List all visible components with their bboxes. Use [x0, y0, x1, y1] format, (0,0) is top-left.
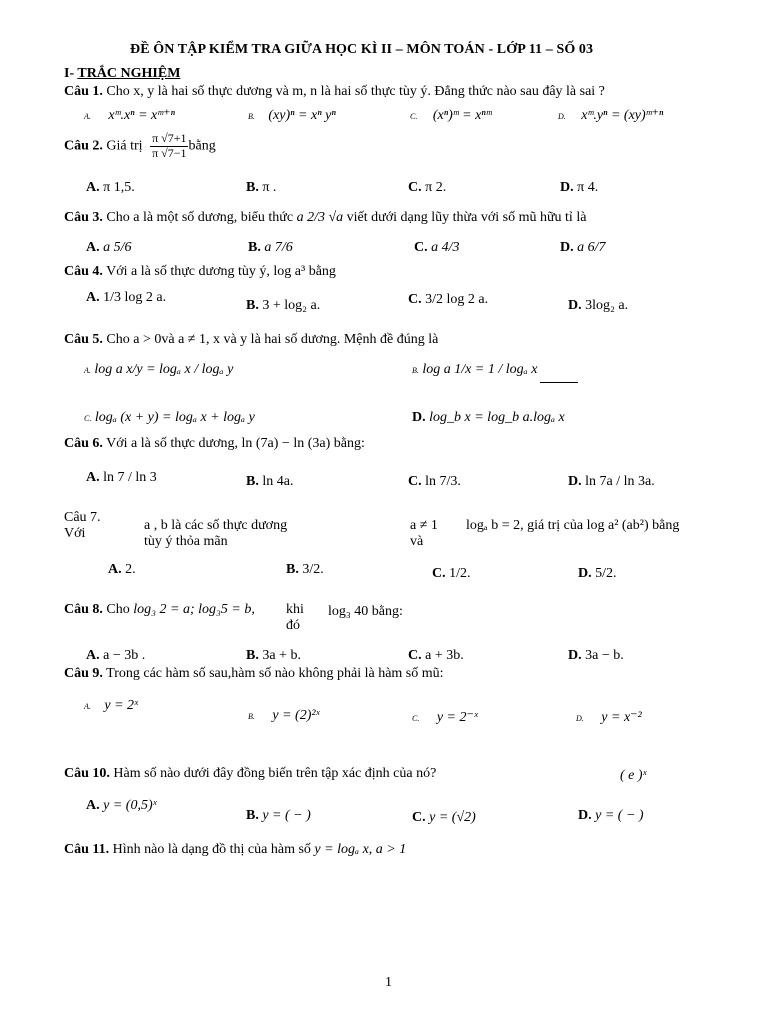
- question-5: [64, 332, 438, 348]
- blank-line: [540, 382, 578, 383]
- option-text: logₐ (x + y) = logₐ x + logₐ y: [94, 410, 255, 425]
- option-text: a 5/6: [103, 240, 132, 255]
- question-1-option-a: [84, 108, 175, 124]
- option-letter: C.: [412, 810, 426, 825]
- question-2-stem-pre: Giá trị: [106, 138, 143, 154]
- question-4-label: Câu 4.: [64, 264, 103, 279]
- question-5-option-d: [412, 410, 565, 426]
- option-text: log_b x = log_b a.logₐ x: [429, 410, 565, 425]
- question-8-stem-post: log₃ 40 bằng:: [328, 604, 403, 619]
- question-11-stem: Hình nào là dạng đồ thị của hàm số: [112, 842, 311, 857]
- option-letter: B.: [412, 366, 419, 375]
- option-text: (xⁿ)ᵐ = xⁿᵐ: [432, 108, 492, 123]
- question-11-expression: y = logₐ x, a > 1: [314, 842, 407, 857]
- question-8: [64, 602, 255, 618]
- option-letter: C.: [84, 414, 92, 423]
- question-9: [64, 666, 444, 682]
- option-text: π .: [262, 180, 277, 195]
- page-number: 1: [385, 975, 392, 990]
- question-7-stem-c: logₐ b = 2, giá trị của log a² (ab²) bằng: [466, 518, 680, 533]
- option-letter: B.: [248, 112, 255, 121]
- option-letter: C.: [432, 566, 446, 581]
- option-text: log a x/y = logₐ x / logₐ y: [94, 362, 234, 377]
- option-text: y = (√2): [429, 810, 476, 825]
- option-text: a 6/7: [577, 240, 606, 255]
- option-letter: D.: [576, 714, 584, 723]
- option-text: xᵐ.xⁿ = xᵐ⁺ⁿ: [108, 108, 175, 123]
- question-10-option-b: [246, 808, 311, 824]
- question-9-stem: Trong các hàm số sau,hàm số nào không phải là hàm số mũ:: [106, 666, 444, 681]
- question-6: [64, 436, 365, 452]
- question-8-option-d: [568, 648, 624, 664]
- question-4-option-b: [246, 298, 320, 314]
- question-1-option-c: [410, 108, 492, 124]
- section-prefix: I-: [64, 66, 78, 81]
- document-title: ĐỀ ÔN TẬP KIỂM TRA GIỮA HỌC KÌ II – MÔN TOÁN - LỚP 11 – SỐ 03: [130, 42, 594, 57]
- option-letter: D.: [558, 112, 566, 121]
- question-2-option-a: [86, 180, 135, 196]
- question-10-stem: Hàm số nào dưới đây đồng biến trên tập xác định của nó?: [113, 766, 437, 781]
- question-1: [64, 84, 605, 100]
- option-letter: A.: [84, 702, 91, 711]
- option-text: ln 7/3.: [425, 474, 461, 489]
- question-9-label: Câu 9.: [64, 666, 103, 681]
- question-2-stem-post: bằng: [188, 138, 216, 154]
- option-letter: C.: [414, 240, 428, 255]
- question-11: [64, 842, 406, 858]
- question-7-with: Với: [64, 526, 86, 541]
- option-letter: D.: [578, 566, 592, 581]
- option-letter: C.: [408, 474, 422, 489]
- question-5-label: Câu 5.: [64, 332, 103, 347]
- question-9-option-d: [576, 710, 642, 726]
- option-text: y = 2⁻ˣ: [436, 710, 478, 725]
- option-letter: C.: [410, 112, 418, 121]
- question-3-option-c: [414, 240, 460, 256]
- question-2-option-b: [246, 180, 276, 196]
- section-heading: [64, 66, 180, 82]
- option-letter: A.: [86, 240, 100, 255]
- option-text: ln 7a / ln 3a.: [585, 474, 655, 489]
- section-label: TRẮC NGHIỆM: [77, 66, 181, 81]
- question-7-option-d: [578, 566, 617, 582]
- option-letter: A.: [86, 470, 100, 485]
- question-1-option-b: [248, 108, 336, 124]
- question-8-when: khi đó: [286, 602, 304, 634]
- option-text: y = (2)²ˣ: [272, 708, 320, 723]
- question-6-option-b: [246, 474, 293, 490]
- question-5-stem: Cho a > 0và a ≠ 1, x và y là hai số dương. Mệnh đề đúng là: [106, 332, 439, 347]
- option-letter: A.: [86, 180, 100, 195]
- option-text: (xy)ⁿ = xⁿ yⁿ: [268, 108, 336, 123]
- option-letter: D.: [568, 298, 582, 313]
- question-7-option-a: [108, 562, 136, 578]
- question-6-option-c: [408, 474, 461, 490]
- question-8-stem-pre: Cho: [106, 602, 130, 617]
- question-3-option-a: [86, 240, 132, 256]
- question-8-label: Câu 8.: [64, 602, 103, 617]
- question-4-option-a: [86, 290, 166, 306]
- option-text: a − 3b .: [103, 648, 146, 663]
- option-text: a + 3b.: [425, 648, 464, 663]
- option-text: 2.: [125, 562, 136, 577]
- option-text: 3/2.: [302, 562, 324, 577]
- option-text: y = ( − ): [595, 808, 644, 823]
- option-letter: A.: [84, 366, 91, 375]
- option-letter: B.: [248, 712, 255, 721]
- question-8-option-a: [86, 648, 145, 664]
- question-11-label: Câu 11.: [64, 842, 110, 857]
- option-letter: B.: [246, 180, 259, 195]
- option-text: ln 4a.: [262, 474, 294, 489]
- option-text: log a 1/x = 1 / logₐ x: [422, 362, 538, 377]
- question-1-label: Câu 1.: [64, 84, 103, 99]
- option-text: y = ( − ): [262, 808, 311, 823]
- option-text: π 4.: [577, 180, 599, 195]
- question-4-option-c: [408, 292, 488, 308]
- option-letter: D.: [412, 410, 426, 425]
- question-6-stem: Với a là số thực dương, ln (7a) − ln (3a) bằng:: [106, 436, 365, 451]
- question-1-stem: Cho x, y là hai số thực dương và m, n là hai số thực tùy ý. Đẳng thức nào sau đây là sai ?: [106, 84, 605, 99]
- option-text: 3a − b.: [585, 648, 624, 663]
- question-8-option-c: [408, 648, 464, 664]
- question-3-option-b: [248, 240, 293, 256]
- option-letter: D.: [568, 648, 582, 663]
- option-letter: A.: [86, 648, 100, 663]
- option-letter: B.: [246, 648, 259, 663]
- option-text: 3 + log₂ a.: [262, 298, 321, 313]
- question-10-option-a: [86, 798, 157, 814]
- question-10-option-d: [578, 808, 644, 824]
- option-text: π 2.: [425, 180, 447, 195]
- question-9-option-c: [412, 710, 478, 726]
- question-4-stem: Với a là số thực dương tùy ý, log a³ bằng: [106, 264, 336, 279]
- question-2-option-c: [408, 180, 446, 196]
- fraction-denominator: π √7−1: [152, 145, 187, 160]
- option-text: 3log₂ a.: [585, 298, 629, 313]
- question-3-label: Câu 3.: [64, 210, 103, 225]
- question-5-option-b: [412, 362, 537, 378]
- option-letter: D.: [568, 474, 582, 489]
- option-letter: D.: [560, 180, 574, 195]
- question-4-option-d: [568, 298, 628, 314]
- question-8-option-b: [246, 648, 301, 664]
- option-text: ln 7 / ln 3: [103, 470, 157, 485]
- option-text: y = x⁻²: [601, 710, 642, 725]
- option-letter: A.: [108, 562, 122, 577]
- question-5-option-c: [84, 410, 255, 426]
- question-2-fraction: [150, 132, 188, 161]
- question-7-option-b: [286, 562, 324, 578]
- option-letter: A.: [86, 798, 100, 813]
- question-6-option-a: [86, 470, 157, 486]
- question-6-option-d: [568, 474, 655, 490]
- fraction-numerator: π √7+1: [152, 131, 187, 145]
- option-text: xᵐ.yⁿ = (xy)ᵐ⁺ⁿ: [581, 108, 664, 123]
- question-9-option-a: [84, 698, 138, 714]
- question-1-option-d: [558, 108, 663, 124]
- option-text: y = 2ˣ: [104, 698, 139, 713]
- question-6-label: Câu 6.: [64, 436, 103, 451]
- stray-expression: ( e )ˣ: [620, 768, 647, 783]
- option-letter: B.: [246, 808, 259, 823]
- question-7-option-c: [432, 566, 471, 582]
- option-letter: B.: [248, 240, 261, 255]
- question-8-expression: log₃ 2 = a; log₃5 = b,: [133, 602, 255, 617]
- question-3-stem-post: viết dưới dạng lũy thừa với số mũ hữu tỉ là: [346, 210, 587, 225]
- option-text: a 7/6: [264, 240, 293, 255]
- option-letter: B.: [246, 474, 259, 489]
- question-7-stem-b: a ≠ 1 và: [410, 518, 438, 550]
- option-text: 1/2.: [449, 566, 471, 581]
- question-10-label: Câu 10.: [64, 766, 110, 781]
- question-5-option-a: [84, 362, 233, 378]
- question-10: [64, 766, 436, 782]
- question-3-stem-pre: Cho a là một số dương, biểu thức: [106, 210, 294, 225]
- option-letter: A.: [84, 112, 91, 121]
- option-text: y = (0,5)ˣ: [103, 798, 157, 813]
- option-letter: D.: [578, 808, 592, 823]
- option-letter: C.: [408, 180, 422, 195]
- option-letter: C.: [412, 714, 420, 723]
- option-text: 3/2 log 2 a.: [425, 292, 489, 307]
- option-text: a 4/3: [431, 240, 460, 255]
- option-text: 3a + b.: [262, 648, 301, 663]
- question-3-option-d: [560, 240, 606, 256]
- option-letter: C.: [408, 648, 422, 663]
- question-3-expression: a 2/3 √a: [296, 210, 344, 225]
- option-letter: D.: [560, 240, 574, 255]
- question-2-label: Câu 2.: [64, 138, 103, 154]
- option-letter: A.: [86, 290, 100, 305]
- option-text: 1/3 log 2 a.: [103, 290, 167, 305]
- question-3: [64, 210, 586, 226]
- option-letter: B.: [286, 562, 299, 577]
- option-text: 5/2.: [595, 566, 617, 581]
- question-2-option-d: [560, 180, 598, 196]
- option-letter: C.: [408, 292, 422, 307]
- question-9-option-b: [248, 708, 320, 724]
- question-7-stem-a: a , b là các số thực dương tùy ý thỏa mãn: [144, 518, 288, 550]
- option-text: π 1,5.: [103, 180, 135, 195]
- question-7-label: Câu 7.: [64, 510, 101, 525]
- question-10-option-c: [412, 810, 476, 826]
- question-4: [64, 264, 336, 280]
- question-2: [64, 132, 216, 161]
- option-letter: B.: [246, 298, 259, 313]
